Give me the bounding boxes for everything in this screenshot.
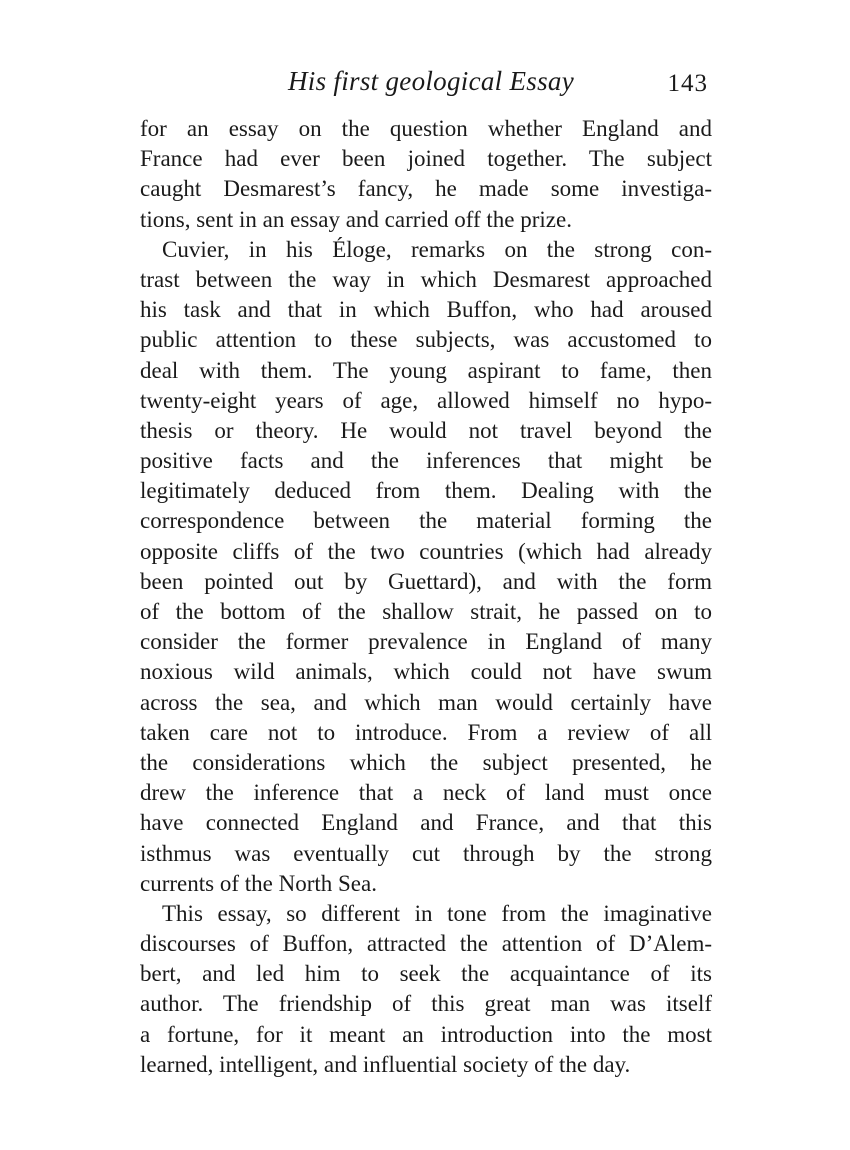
paragraph [140,899,712,1080]
text-line: Cuvier, in his Éloge, remarks on the strong con- [162,236,712,262]
text-line: consider the former prevalence in England of many [140,629,712,655]
running-title: His first geological Essay [287,66,575,96]
text-line: a fortune, for it meant an introduction into the most [140,1021,712,1047]
text-line: taken care not to introduce. From a review of all [140,719,712,745]
text-line: deal with them. The young aspirant to fame, then [140,357,712,383]
text-line: trast between the way in which Desmarest approached [140,266,712,292]
text-line: twenty-eight years of age, allowed himself no hypo- [140,387,712,413]
text-line: author. The friendship of this great man was itself [140,991,712,1017]
paragraph [140,114,712,235]
text-line: bert, and led him to seek the acquaintance of its [140,961,712,987]
text-line: France had ever been joined together. The subject [140,146,712,172]
running-head [140,66,712,106]
body-text [140,114,712,1080]
page-number: 143 [667,70,708,97]
text-line: of the bottom of the shallow strait, he passed on to [140,599,712,624]
text-line: learned, intelligent, and influential society of the day. [140,1051,631,1077]
text-line: public attention to these subjects, was accustomed to [140,327,712,353]
paragraph [140,235,712,899]
text-line: discourses of Buffon, attracted the attention of D’Alem- [140,931,712,957]
text-line: caught Desmarest’s fancy, he made some investiga- [140,176,712,202]
text-line: legitimately deduced from them. Dealing with the [140,478,712,504]
text-line: for an essay on the question whether England and [140,116,712,141]
text-line: currents of the North Sea. [140,870,377,896]
text-line: thesis or theory. He would not travel beyond the [140,417,712,443]
text-line: correspondence between the material forming the [140,508,712,534]
text-line: been pointed out by Guettard), and with the form [140,568,712,594]
text-line: tions, sent in an essay and carried off the prize. [140,206,572,232]
text-line: across the sea, and which man would certainly have [140,689,712,715]
text-line: drew the inference that a neck of land must once [140,780,712,806]
text-line: positive facts and the inferences that might be [140,448,712,474]
text-line: have connected England and France, and that this [140,810,712,836]
text-line: the considerations which the subject presented, he [140,749,712,775]
text-line: This essay, so different in tone from the imaginative [162,900,712,926]
text-line: opposite cliffs of the two countries (which had already [140,538,712,564]
text-line: isthmus was eventually cut through by the strong [140,840,712,866]
text-line: his task and that in which Buffon, who had aroused [140,297,712,323]
text-line: noxious wild animals, which could not have swum [140,659,712,685]
